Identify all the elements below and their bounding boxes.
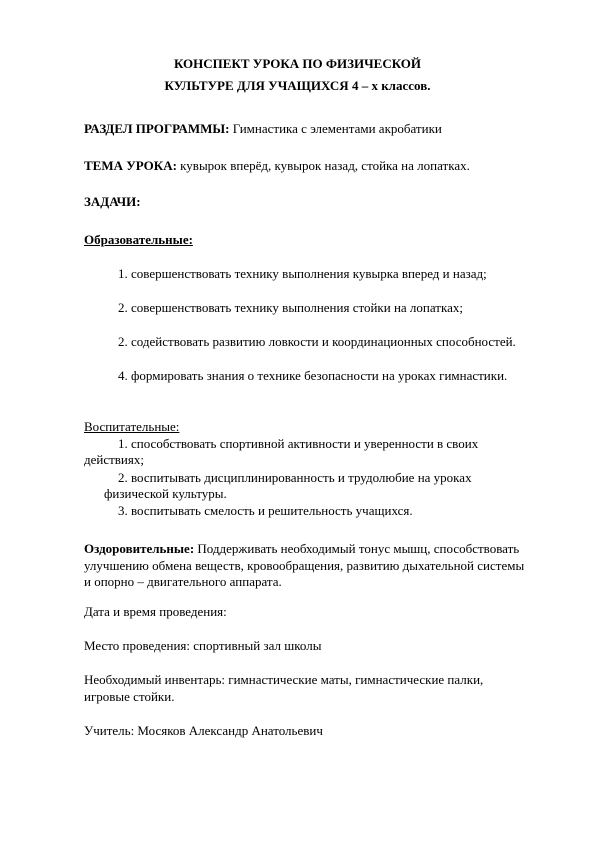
lesson-topic (84, 158, 470, 174)
upbringing-item-3: 3. воспитывать смелость и решительность учащихся. (118, 503, 413, 518)
lesson-topic-value: кувырок вперёд, кувырок назад, стойка на лопатках. (176, 158, 470, 173)
educational-item-3: 2. содействовать развитию ловкости и координационных способностей. (118, 334, 516, 349)
health-paragraph-line-3: и опорно – двигательного аппарата. (84, 574, 282, 589)
datetime-line: Дата и время проведения: (84, 604, 227, 619)
health-label: Оздоровительные: (84, 541, 195, 556)
upbringing-heading: Воспитательные: (84, 419, 180, 434)
lesson-topic-label: ТЕМА УРОКА: (84, 158, 177, 173)
health-paragraph-line-2: улучшению обмена веществ, кровообращения, развитию дыхательной системы (84, 558, 525, 573)
upbringing-item-1: 1. способствовать спортивной активности и уверенности в своих (118, 436, 479, 451)
document-title-line-1: КОНСПЕКТ УРОКА ПО ФИЗИЧЕСКОЙ (173, 56, 422, 71)
upbringing-item-1-cont: действиях; (84, 452, 144, 467)
educational-item-1: 1. совершенствовать технику выполнения кувырка вперед и назад; (118, 266, 487, 281)
teacher-line: Учитель: Мосяков Александр Анатольевич (84, 723, 323, 738)
place-line: Место проведения: спортивный зал школы (84, 638, 322, 653)
tasks-heading: ЗАДАЧИ: (84, 194, 141, 209)
document-title-line-2: КУЛЬТУРЕ ДЛЯ УЧАЩИХСЯ 4 – х классов. (164, 78, 431, 93)
educational-item-4: 4. формировать знания о технике безопасности на уроках гимнастики. (118, 368, 508, 383)
educational-heading: Образовательные: (84, 232, 193, 247)
equipment-line-1: Необходимый инвентарь: гимнастические маты, гимнастические палки, (84, 672, 484, 687)
program-section (84, 121, 442, 137)
equipment-line-2: игровые стойки. (84, 689, 175, 704)
health-text-1: Поддерживать необходимый тонус мышц, способствовать (194, 541, 520, 556)
program-section-label: РАЗДЕЛ ПРОГРАММЫ: (84, 121, 230, 136)
health-paragraph-line-1 (84, 541, 519, 557)
upbringing-item-2-cont: физической культуры. (104, 486, 227, 501)
program-section-value: Гимнастика с элементами акробатики (229, 121, 442, 136)
upbringing-item-2: 2. воспитывать дисциплинированность и трудолюбие на уроках (118, 470, 472, 485)
educational-item-2: 2. совершенствовать технику выполнения стойки на лопатках; (118, 300, 463, 315)
